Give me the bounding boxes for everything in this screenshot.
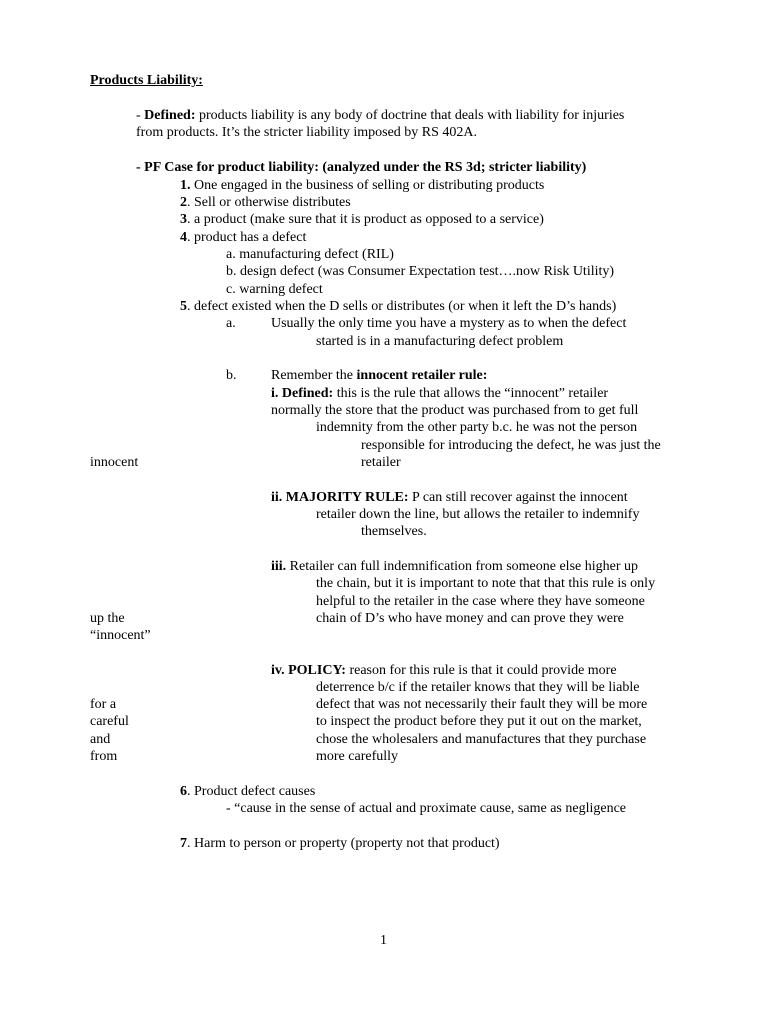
retailer-iv-margin-4: from [90, 749, 118, 764]
innocent-retailer-rule: innocent retailer rule: [356, 368, 488, 383]
item-6 [180, 784, 315, 800]
page-number: 1 [380, 933, 387, 948]
item-5-text: . defect existed when the D sells or distributes (or when it left the D’s hands) [187, 299, 617, 314]
item-3-text: . a product (make sure that it is product as opposed to a service) [187, 212, 544, 227]
item-5-number: 5 [180, 299, 187, 314]
retailer-iv-line-6: more carefully [316, 749, 399, 764]
retailer-iii-line-3: helpful to the retailer in the case where they have someone [316, 594, 645, 609]
retailer-iv-line-5: chose the wholesalers and manufactures that they purchase [316, 732, 647, 747]
pf-case-heading: - PF Case for product liability: (analyzed under the RS 3d; stricter liability) [136, 160, 587, 175]
item-2-text: . Sell or otherwise distributes [187, 195, 351, 210]
retailer-iv-text-1: reason for this rule is that it could provide more [345, 663, 617, 678]
defined-text-1: products liability is any body of doctrine that deals with liability for injuries [195, 108, 625, 123]
page-title: Products Liability: [90, 73, 203, 88]
retailer-i-line-4: responsible for introducing the defect, he was just the [361, 438, 661, 453]
item-5a-line-2: started is in a manufacturing defect problem [316, 334, 564, 349]
defined-prefix: - [136, 108, 145, 123]
retailer-iv-line-2: deterrence b/c if the retailer knows that they will be liable [316, 680, 640, 695]
retailer-ii-label: ii. MAJORITY RULE: [271, 490, 409, 505]
retailer-iv-label: iv. POLICY: [271, 663, 346, 678]
defined-line-2: from products. It’s the stricter liability imposed by RS 402A. [136, 125, 478, 140]
retailer-iii-margin-2: “innocent” [90, 628, 151, 643]
retailer-ii-line-1 [271, 490, 628, 506]
item-5 [180, 299, 616, 315]
item-4 [180, 230, 306, 246]
item-4-number: 4 [180, 230, 187, 245]
item-5a-line-1: Usually the only time you have a mystery as to when the defect [271, 316, 627, 331]
item-5b-intro: Remember the [271, 368, 357, 383]
item-4c: c. warning defect [226, 282, 323, 297]
retailer-iii-line-4: chain of D’s who have money and can prove they were [316, 611, 624, 626]
retailer-iv-margin-2: careful [90, 714, 129, 729]
retailer-iv-line-1 [271, 663, 617, 679]
retailer-i-label: i. Defined: [271, 386, 334, 401]
retailer-i-margin: innocent [90, 455, 139, 470]
item-1 [180, 178, 544, 194]
item-5b-marker: b. [226, 368, 237, 383]
item-4b: b. design defect (was Consumer Expectation test….now Risk Utility) [226, 264, 615, 279]
item-6-sub: - “cause in the sense of actual and proximate cause, same as negligence [226, 801, 626, 816]
retailer-i-line-5: retailer [361, 455, 401, 470]
item-5a-marker: a. [226, 316, 236, 331]
item-2-number: 2 [180, 195, 187, 210]
item-7 [180, 836, 500, 852]
retailer-i-line-1 [271, 386, 608, 402]
retailer-iv-margin-3: and [90, 732, 111, 747]
item-2 [180, 195, 351, 211]
item-1-text: One engaged in the business of selling or distributing products [190, 178, 545, 193]
item-7-number: 7 [180, 836, 187, 851]
retailer-iv-line-3: defect that was not necessarily their fault they will be more [316, 697, 648, 712]
item-4-text: . product has a defect [187, 230, 307, 245]
retailer-iv-line-4: to inspect the product before they put it out on the market, [316, 714, 642, 729]
item-5b-heading [271, 368, 487, 384]
item-6-text: . Product defect causes [187, 784, 316, 799]
retailer-ii-text-1: P can still recover against the innocent [408, 490, 628, 505]
defined-line-1 [136, 108, 624, 124]
item-4a: a. manufacturing defect (RIL) [226, 247, 394, 262]
item-3-number: 3 [180, 212, 187, 227]
retailer-i-line-3: indemnity from the other party b.c. he was not the person [316, 420, 638, 435]
retailer-iii-text-1: Retailer can full indemnification from someone else higher up [286, 559, 639, 574]
item-7-text: . Harm to person or property (property not that product) [187, 836, 500, 851]
item-1-number: 1. [180, 178, 191, 193]
defined-label: Defined: [144, 108, 196, 123]
retailer-iii-label: iii. [271, 559, 287, 574]
retailer-ii-line-2: retailer down the line, but allows the retailer to indemnify [316, 507, 640, 522]
retailer-iv-margin-1: for a [90, 697, 117, 712]
retailer-iii-line-2: the chain, but it is important to note that that this rule is only [316, 576, 656, 591]
item-3 [180, 212, 544, 228]
retailer-ii-line-3: themselves. [361, 524, 427, 539]
retailer-i-line-2: normally the store that the product was purchased from to get full [271, 403, 639, 418]
item-6-number: 6 [180, 784, 187, 799]
retailer-i-text-1: this is the rule that allows the “innocent” retailer [333, 386, 609, 401]
retailer-iii-line-1 [271, 559, 638, 575]
retailer-iii-margin-1: up the [90, 611, 125, 626]
